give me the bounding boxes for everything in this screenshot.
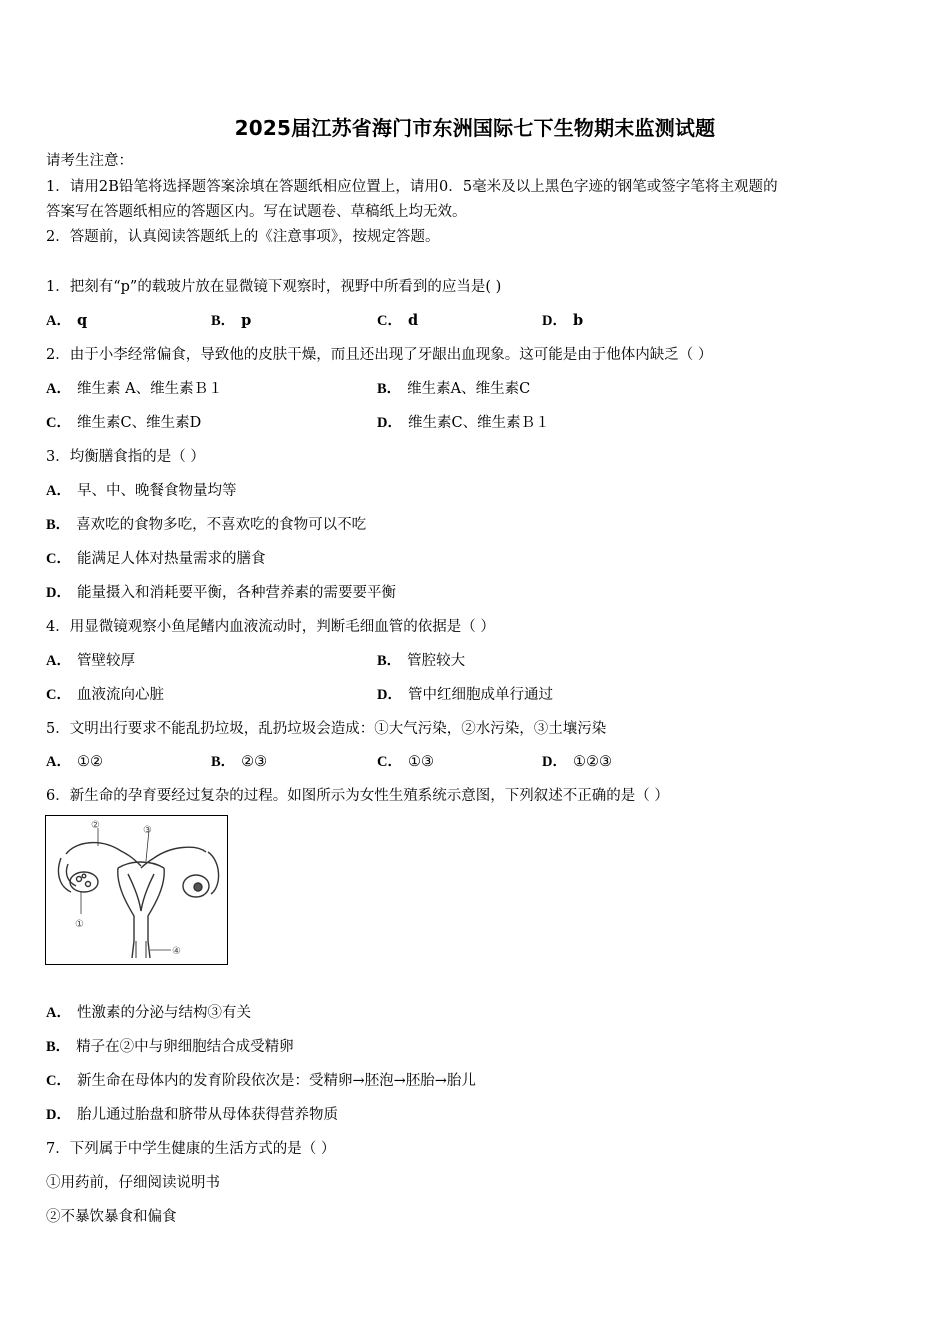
figure-label-4: ④ bbox=[172, 946, 181, 957]
page-title: 2025届江苏省海门市东洲国际七下生物期末监测试题 bbox=[234, 116, 716, 140]
q3-option-c: C． 能满足人体对热量需求的膳食 bbox=[46, 551, 266, 567]
q6-option-d: D． 胎儿通过胎盘和脐带从母体获得营养物质 bbox=[46, 1107, 338, 1123]
q2-option-d: D． 维生素C、维生素Ｂ１ bbox=[377, 415, 550, 431]
question-1-stem: 1．把刻有“p”的载玻片放在显微镜下观察时，视野中所看到的应当是( ) bbox=[46, 279, 502, 295]
q5-option-a: A． ①② bbox=[46, 754, 103, 770]
uterus-diagram-icon bbox=[46, 816, 227, 964]
notice-line-2: 2．答题前，认真阅读答题纸上的《注意事项》，按规定答题。 bbox=[46, 229, 440, 245]
q1-option-b: B． p bbox=[211, 312, 252, 329]
q6-option-c: C． 新生命在母体内的发育阶段依次是：受精卵→胚泡→胚胎→胎儿 bbox=[46, 1073, 476, 1089]
question-4-stem: 4．用显微镜观察小鱼尾鳍内血液流动时，判断毛细血管的依据是（ ） bbox=[46, 619, 495, 635]
notice-heading: 请考生注意： bbox=[46, 153, 133, 169]
q1-option-d: D． b bbox=[542, 312, 584, 329]
notice-line-1b: 答案写在答题纸相应的答题区内。写在试题卷、草稿纸上均无效。 bbox=[46, 204, 467, 220]
q1-option-a: A． q bbox=[46, 312, 88, 329]
q7-item-2: ②不暴饮暴食和偏食 bbox=[46, 1209, 177, 1225]
question-6-stem: 6．新生命的孕育要经过复杂的过程。如图所示为女性生殖系统示意图，下列叙述不正确的是（ ） bbox=[46, 788, 669, 804]
q2-option-b: B． 维生素A、维生素C bbox=[377, 381, 531, 397]
q3-option-a: A． 早、中、晚餐食物量均等 bbox=[46, 483, 237, 499]
q5-option-d: D． ①②③ bbox=[542, 754, 612, 770]
q3-option-b: B． 喜欢吃的食物多吃，不喜欢吃的食物可以不吃 bbox=[46, 517, 367, 533]
female-reproductive-system-figure bbox=[45, 815, 228, 965]
figure-label-2: ② bbox=[91, 820, 100, 831]
question-7-stem: 7．下列属于中学生健康的生活方式的是（ ） bbox=[46, 1141, 336, 1157]
q6-option-a: A． 性激素的分泌与结构③有关 bbox=[46, 1005, 251, 1021]
question-3-stem: 3．均衡膳食指的是（ ） bbox=[46, 449, 205, 465]
question-5-stem: 5．文明出行要求不能乱扔垃圾，乱扔垃圾会造成：①大气污染，②水污染，③土壤污染 bbox=[46, 721, 607, 737]
question-2-stem: 2．由于小李经常偏食，导致他的皮肤干燥，而且还出现了牙龈出血现象。这可能是由于他体内缺乏（ ） bbox=[46, 347, 713, 363]
q2-option-c: C． 维生素C、维生素D bbox=[46, 415, 202, 431]
q1-option-c: C． d bbox=[377, 312, 419, 329]
q4-option-b: B． 管腔较大 bbox=[377, 653, 466, 669]
q5-option-b: B． ②③ bbox=[211, 754, 268, 770]
q6-option-b: B． 精子在②中与卵细胞结合成受精卵 bbox=[46, 1039, 294, 1055]
q4-option-a: A． 管壁较厚 bbox=[46, 653, 135, 669]
q3-option-d: D． 能量摄入和消耗要平衡，各种营养素的需要要平衡 bbox=[46, 585, 396, 601]
q4-option-c: C． 血液流向心脏 bbox=[46, 687, 164, 703]
figure-label-3: ③ bbox=[143, 825, 152, 836]
q7-item-1: ①用药前，仔细阅读说明书 bbox=[46, 1175, 220, 1191]
q2-option-a: A． 维生素 A、维生素Ｂ１ bbox=[46, 381, 223, 397]
q4-option-d: D． 管中红细胞成单行通过 bbox=[377, 687, 553, 703]
q5-option-c: C． ①③ bbox=[377, 754, 434, 770]
notice-line-1a: 1．请用2B铅笔将选择题答案涂填在答题纸相应位置上，请用0．5毫米及以上黑色字迹的钢笔或签字笔将主观题的 bbox=[46, 179, 778, 195]
figure-label-1: ① bbox=[75, 919, 84, 930]
